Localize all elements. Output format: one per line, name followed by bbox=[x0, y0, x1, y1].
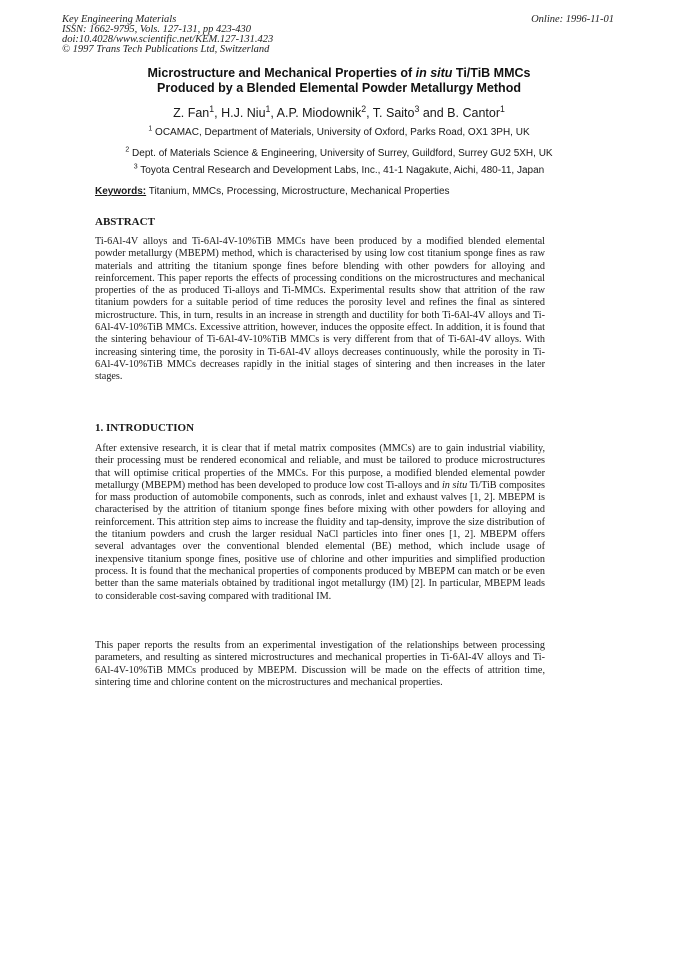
keywords-label: Keywords: bbox=[95, 186, 147, 197]
author-name: , T. Saito bbox=[366, 106, 415, 120]
citation-block bbox=[62, 15, 273, 55]
issn-line: ISSN: 1662-9795, Vols. 127-131, pp 423-430 bbox=[62, 24, 251, 35]
abstract-body: Ti-6Al-4V alloys and Ti-6Al-4V-10%TiB MMCs have been produced by a modified blended elemental powder metallurgy (MBEPM) method, which is characterised by using low cost titanium sponge fines as raw materials and attriting the titanium sponge fines before blending with other powders for alloying and reinforcement. This paper reports the effects of processing conditions on the microstructures and mechanical properties of the as produced Ti-alloys and Ti-MMCs. Experimental results show that attrition of the raw titanium powders for a suitable period of time reduces the porosity level and refines the final as sintered microstructure. This, in turn, results in an increase in strength and ductility for both Ti-6Al-4V alloys and Ti-6Al-4V-10%TiB MMCs. Excessive attrition, however, induces the opposite effect. In addition, it is found that the sintering behaviour of Ti-6Al-4V-10%TiB MMCs is very different from that of Ti-6Al-4V alloys. With increasing sintering time, the porosity in Ti-6Al-4V alloys decreases continuously, while the porosity in Ti-6Al-4V-10%TiB MMCs decreases rapidly in the initial stages of sintering and then increases in the later stages. bbox=[95, 236, 545, 383]
online-date: Online: 1996-11-01 bbox=[531, 14, 614, 25]
affiliation-3: $^3$ Toyota Central Research and Development Labs, Inc., 41-1 Nagakute, Aichi, 480-11, Japan bbox=[133, 163, 545, 176]
title-line2: Produced by a Blended Elemental Powder Metallurgy Method bbox=[157, 81, 521, 95]
author-affiliation-mark: 1 bbox=[265, 103, 271, 114]
introduction-paragraph-1: After extensive research, it is clear that if metal matrix composites (MMCs) are to gain industrial viability, their processing must be rendered economical and reliable, and must be tailored to produce microstructures that will optimise critical properties of the MMCs. For this purpose, a modified blended elemental powder metallurgy (MBEPM) method has been developed to produce low cost Ti-alloys and in situ Ti/TiB composites for mass production of automobile components, such as conrods, inlet and exhaust valves [1, 2]. MBEPM is characterised by the attrition of titanium sponge fines before mixing with other powders for alloying and reinforcement. This attrition step aims to increase the fluidity and tap-density, improve the size distribution of the titanium powders and crush the larger residual NaCl particles into finer ones [1, 2]. MBEPM offers several advantages over the conventional blended elemental (BE) method, which include usage of inexpensive titanium sponge fines, positive use of chlorine and other impurities and simplified production process. It is found that the mechanical properties of components produced by MBEPM can match or be even better than the same materials obtained by traditional ingot metallurgy (IM) [2]. In particular, MBEPM leads to considerable cost-saving compared with traditional IM. bbox=[95, 443, 545, 602]
author-name: Z. Fan bbox=[173, 106, 210, 120]
author-list bbox=[60, 103, 618, 120]
doi-line[interactable]: doi:10.4028/www.scientific.net/KEM.127-131.423 bbox=[62, 34, 274, 45]
introduction-paragraph-2: This paper reports the results from an experimental investigation of the relationships between processing parameters, and resulting as sintered microstructures and mechanical properties in Ti-6Al-4V alloys and Ti-6Al-4V-10%TiB MMCs produced by MBEPM. Discussion will be made on the effects of attrition time, sintering time and chlorine content on the microstructures and mechanical properties. bbox=[95, 640, 545, 688]
introduction-heading: 1. INTRODUCTION bbox=[95, 422, 195, 434]
title-line1-a: Microstructure and Mechanical Properties of bbox=[147, 66, 416, 80]
abstract-heading: ABSTRACT bbox=[95, 216, 155, 228]
author-name: , A.P. Miodownik bbox=[270, 106, 362, 120]
author-name: and B. Cantor bbox=[419, 106, 500, 120]
affiliation-1: $^1$ OCAMAC, Department of Materials, University of Oxford, Parks Road, OX1 3PH, UK bbox=[148, 125, 530, 138]
affiliation-2: $^2$ Dept. of Materials Science & Engineering, University of Surrey, Guildford, Surrey GU2 5XH, UK bbox=[125, 146, 553, 159]
author-affiliation-mark: 3 bbox=[414, 103, 420, 114]
keywords-text: Titanium, MMCs, Processing, Microstructure, Mechanical Properties bbox=[146, 186, 450, 197]
copyright-line: © 1997 Trans Tech Publications Ltd, Switzerland bbox=[62, 44, 270, 55]
author-affiliation-mark: 1 bbox=[499, 103, 505, 114]
journal-name: Key Engineering Materials bbox=[62, 14, 177, 25]
author-name: , H.J. Niu bbox=[214, 106, 266, 120]
author-affiliation-mark: 1 bbox=[209, 103, 215, 114]
keywords bbox=[95, 186, 615, 197]
paper-title bbox=[60, 66, 618, 96]
author-affiliation-mark: 2 bbox=[361, 103, 367, 114]
title-line1-b: Ti/TiB MMCs bbox=[452, 66, 531, 80]
title-italic: in situ bbox=[415, 66, 453, 80]
